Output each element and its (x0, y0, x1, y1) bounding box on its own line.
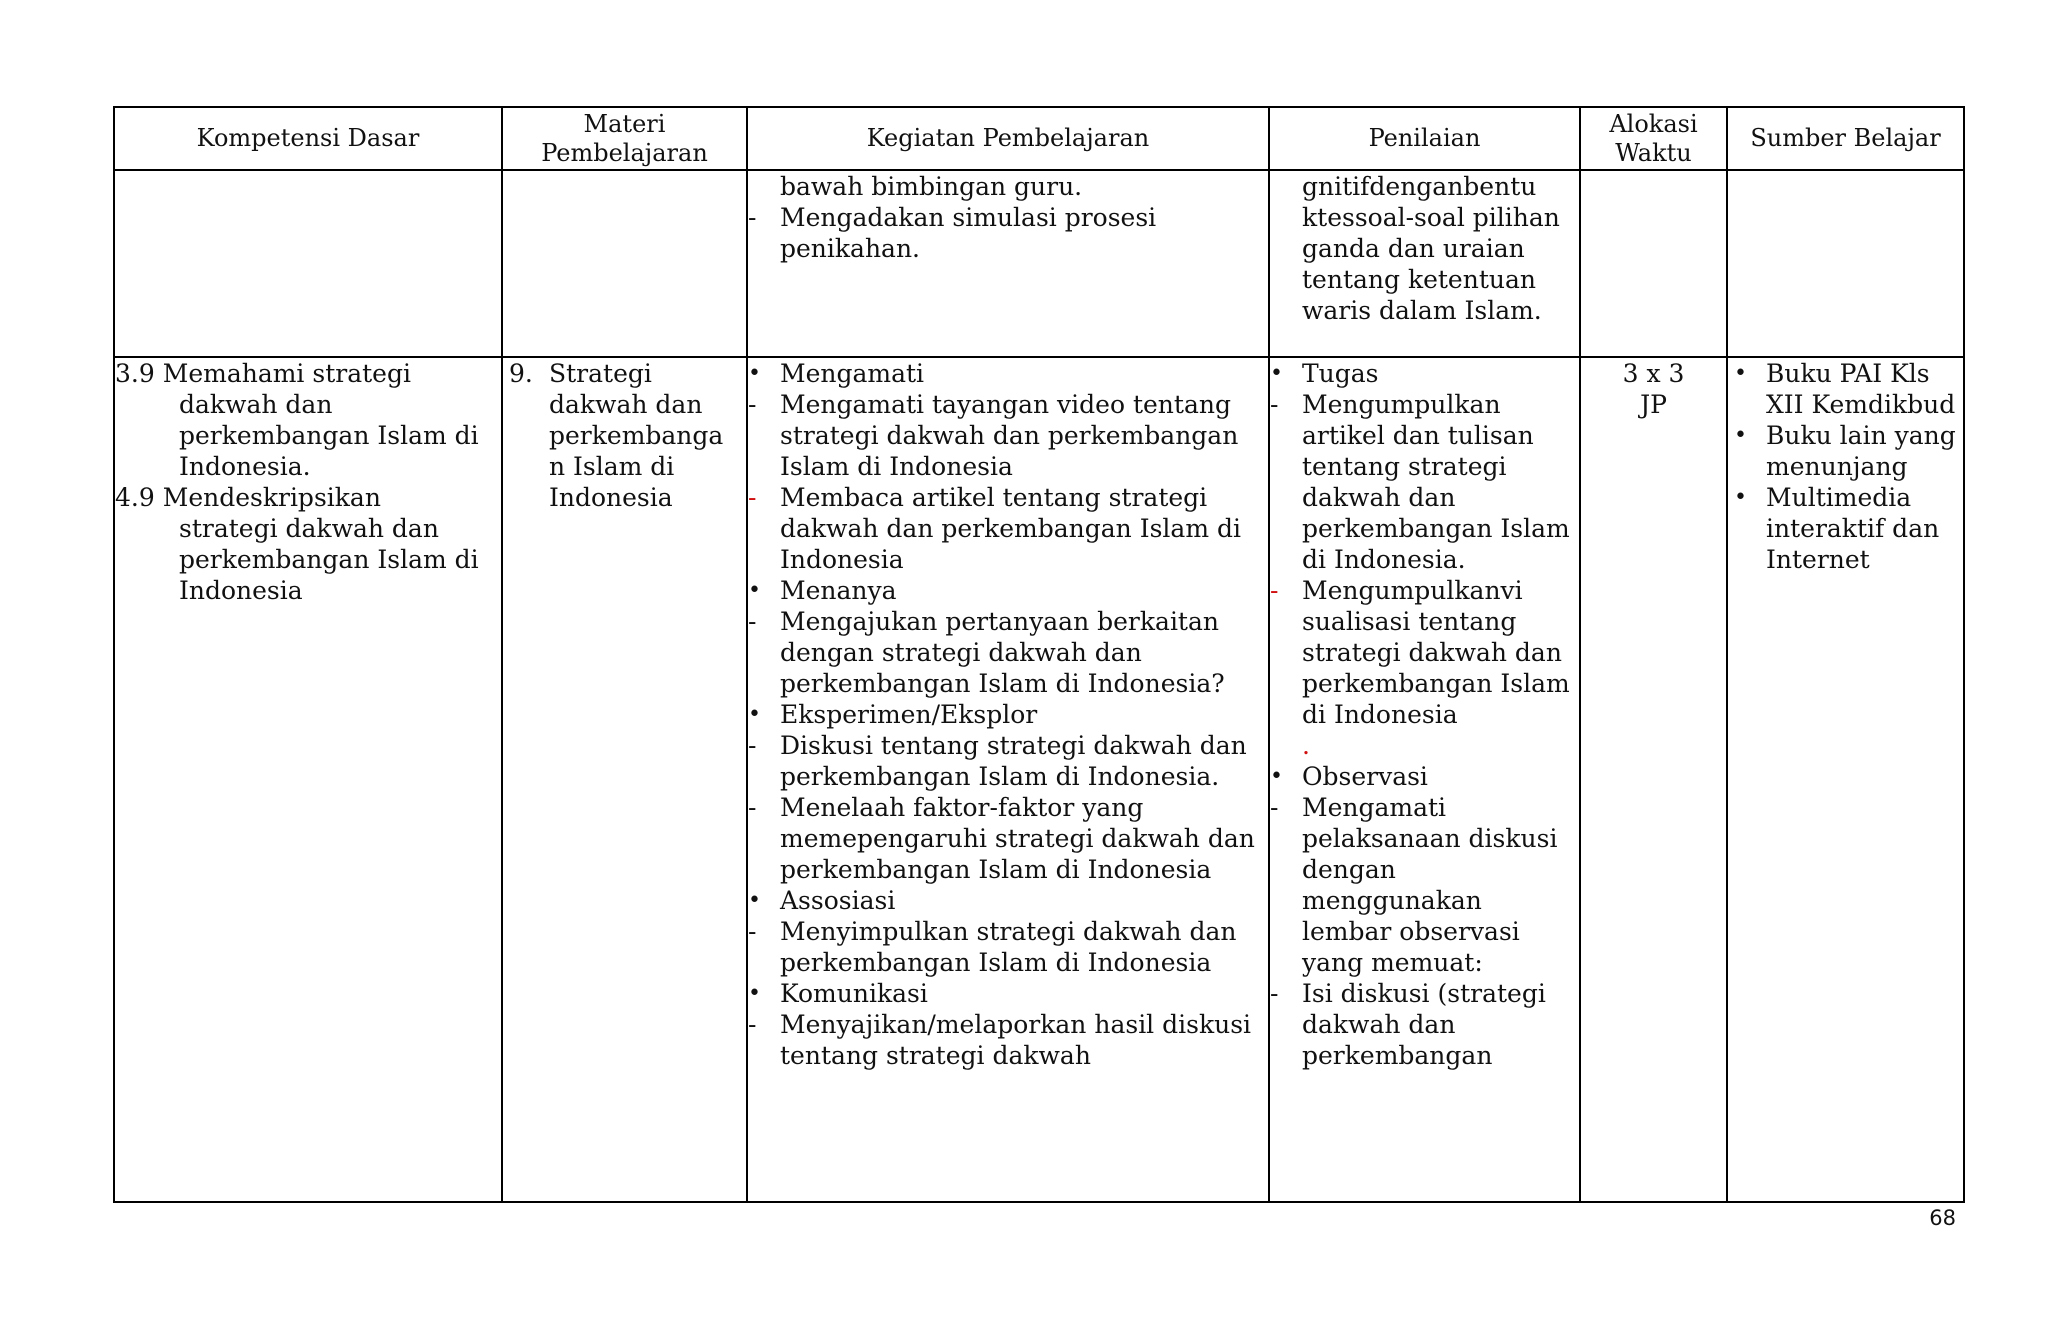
kd-text-continued: strategi dakwah dan perkembangan Islam di Indonesia (179, 514, 479, 605)
kd-text-continued: dakwah dan perkembangan Islam di Indonesia. (179, 390, 479, 481)
alokasi-value: 3 x 3 JP (1622, 359, 1685, 419)
list-item (748, 978, 1268, 1009)
list-item (748, 171, 1268, 202)
list-item (748, 730, 1268, 792)
kd-item-3-9 (115, 358, 501, 389)
dash-marker: - (748, 607, 757, 636)
list-item (1270, 575, 1579, 730)
list-item (748, 916, 1268, 978)
row1-alokasi-cell (1580, 170, 1727, 357)
bullet-icon: • (748, 361, 761, 386)
list-item-text: Mengumpulkan artikel dan tulisan tentang strategi dakwah dan perkembangan Islam di Indonesia. (1302, 390, 1570, 574)
dash-marker (748, 171, 780, 202)
row2-penilaian-cell (1269, 357, 1580, 1202)
list-item-text: Menanya (780, 576, 897, 605)
list-item-text: Multimedia interaktif dan Internet (1766, 483, 1940, 574)
list-item (748, 699, 1268, 730)
list-item (1270, 389, 1579, 575)
list-item-text: Mengamati tayangan video tentang strategi dakwah dan perkembangan Islam di Indonesia (780, 390, 1239, 481)
dash-marker: - (748, 917, 757, 946)
list-item (1270, 978, 1579, 1071)
kd-text: Memahami strategi (162, 359, 411, 388)
list-item-text: Membaca artikel tentang strategi dakwah dan perkembangan Islam di Indonesia (780, 483, 1241, 574)
table-row (114, 170, 1964, 357)
bullet-icon: • (748, 578, 761, 603)
dash-marker: - (748, 731, 757, 760)
bullet-icon: • (1734, 423, 1747, 448)
list-item (1734, 420, 1959, 482)
list-item (748, 792, 1268, 885)
row1-sumber-cell (1727, 170, 1964, 357)
list-item-text: Mengadakan simulasi prosesi penikahan. (780, 203, 1157, 263)
row2-kegiatan-list (748, 358, 1268, 1071)
list-item-text: Observasi (1302, 762, 1428, 791)
header-alokasi-waktu: Alokasi Waktu (1580, 107, 1727, 170)
bullet-icon: • (748, 702, 761, 727)
row2-penilaian-list (1270, 358, 1579, 1071)
bullet-icon: • (748, 888, 761, 913)
dash-marker: - (1270, 576, 1279, 605)
dash-marker (1270, 171, 1302, 326)
row2-kompetensi-cell (114, 357, 502, 1202)
list-item-text: Mengumpulkanvi sualisasi tentang strategi dakwah dan perkembangan Islam di Indonesia (1302, 576, 1570, 729)
bullet-icon: • (1270, 361, 1283, 386)
page-number: 68 (1929, 1206, 1956, 1230)
list-item (748, 1009, 1268, 1071)
header-sumber-belajar: Sumber Belajar (1727, 107, 1964, 170)
list-item (748, 606, 1268, 699)
list-item (748, 358, 1268, 389)
header-kegiatan-pembelajaran: Kegiatan Pembelajaran (747, 107, 1269, 170)
kd-number: 3.9 (115, 359, 155, 388)
table-header-row (114, 107, 1964, 170)
list-item-text: Menyajikan/melaporkan hasil diskusi tentang strategi dakwah (780, 1010, 1252, 1070)
list-item-text: Buku lain yang menunjang (1766, 421, 1956, 481)
materi-text: Strategi dakwah dan perkembanga n Islam di Indonesia (549, 359, 724, 512)
row2-kegiatan-cell (747, 357, 1269, 1202)
list-item-text: Mengamati (780, 359, 925, 388)
list-item (1734, 482, 1959, 575)
list-item (1734, 358, 1959, 420)
dash-marker: - (748, 1010, 757, 1039)
list-item (1270, 792, 1579, 978)
list-item-text: . (1302, 731, 1310, 760)
row1-kompetensi-cell (114, 170, 502, 357)
list-item (1270, 730, 1579, 761)
list-item-text: Diskusi tentang strategi dakwah dan perkembangan Islam di Indonesia. (780, 731, 1247, 791)
list-item-text: Komunikasi (780, 979, 928, 1008)
row2-sumber-list (1734, 358, 1959, 575)
list-item-text: Assosiasi (780, 886, 896, 915)
list-item (1270, 761, 1579, 792)
bullet-icon: • (748, 981, 761, 1006)
list-item-text: Buku PAI Kls XII Kemdikbud (1766, 359, 1956, 419)
kd-text: Mendeskripsikan (162, 483, 381, 512)
dash-marker: - (1270, 390, 1279, 419)
list-item-text: Mengajukan pertanyaan berkaitan dengan strategi dakwah dan perkembangan Islam di Indonesia? (780, 607, 1225, 698)
list-item (748, 202, 1268, 264)
list-item-text: Menelaah faktor-faktor yang memepengaruhi strategi dakwah dan perkembangan Islam di Indonesia (780, 793, 1255, 884)
row2-materi-cell (502, 357, 747, 1202)
dash-marker: - (748, 390, 757, 419)
materi-number: 9. (509, 359, 533, 388)
list-item-text: Menyimpulkan strategi dakwah dan perkembangan Islam di Indonesia (780, 917, 1237, 977)
list-item (748, 482, 1268, 575)
dash-marker: - (1270, 979, 1279, 1008)
table-row (114, 357, 1964, 1202)
dash-marker: - (1270, 793, 1279, 822)
list-item (1270, 358, 1579, 389)
syllabus-table (113, 106, 1965, 1203)
header-kompetensi-dasar: Kompetensi Dasar (114, 107, 502, 170)
dash-marker: - (748, 483, 757, 512)
list-item (748, 885, 1268, 916)
row2-alokasi-cell (1580, 357, 1727, 1202)
list-item-text: Isi diskusi (strategi dakwah dan perkembangan (1302, 979, 1546, 1070)
row1-kegiatan-cell (747, 170, 1269, 357)
list-item-text: Eksperimen/Eksplor (780, 700, 1038, 729)
list-item (748, 575, 1268, 606)
kd-number: 4.9 (115, 483, 155, 512)
list-item (1270, 171, 1579, 326)
kd-item-4-9 (115, 482, 501, 513)
row1-penilaian-list (1270, 171, 1579, 326)
header-penilaian: Penilaian (1269, 107, 1580, 170)
bullet-icon: • (1734, 485, 1747, 510)
bullet-icon: • (1270, 764, 1283, 789)
row2-sumber-cell (1727, 357, 1964, 1202)
dash-marker: - (748, 793, 757, 822)
dash-marker: - (748, 203, 757, 232)
list-item-text: Tugas (1302, 359, 1379, 388)
header-materi-pembelajaran: Materi Pembelajaran (502, 107, 747, 170)
row1-materi-cell (502, 170, 747, 357)
list-item (748, 389, 1268, 482)
list-item-text: gnitifdenganbentu ktessoal-soal pilihan ganda dan uraian tentang ketentuan waris dalam Islam. (1302, 172, 1560, 325)
list-item-text: Mengamati pelaksanaan diskusi dengan menggunakan lembar observasi yang memuat: (1302, 793, 1558, 977)
row1-kegiatan-list (748, 171, 1268, 264)
dash-marker (1270, 730, 1302, 761)
list-item-text: bawah bimbingan guru. (780, 172, 1083, 201)
bullet-icon: • (1734, 361, 1747, 386)
row1-penilaian-cell (1269, 170, 1580, 357)
